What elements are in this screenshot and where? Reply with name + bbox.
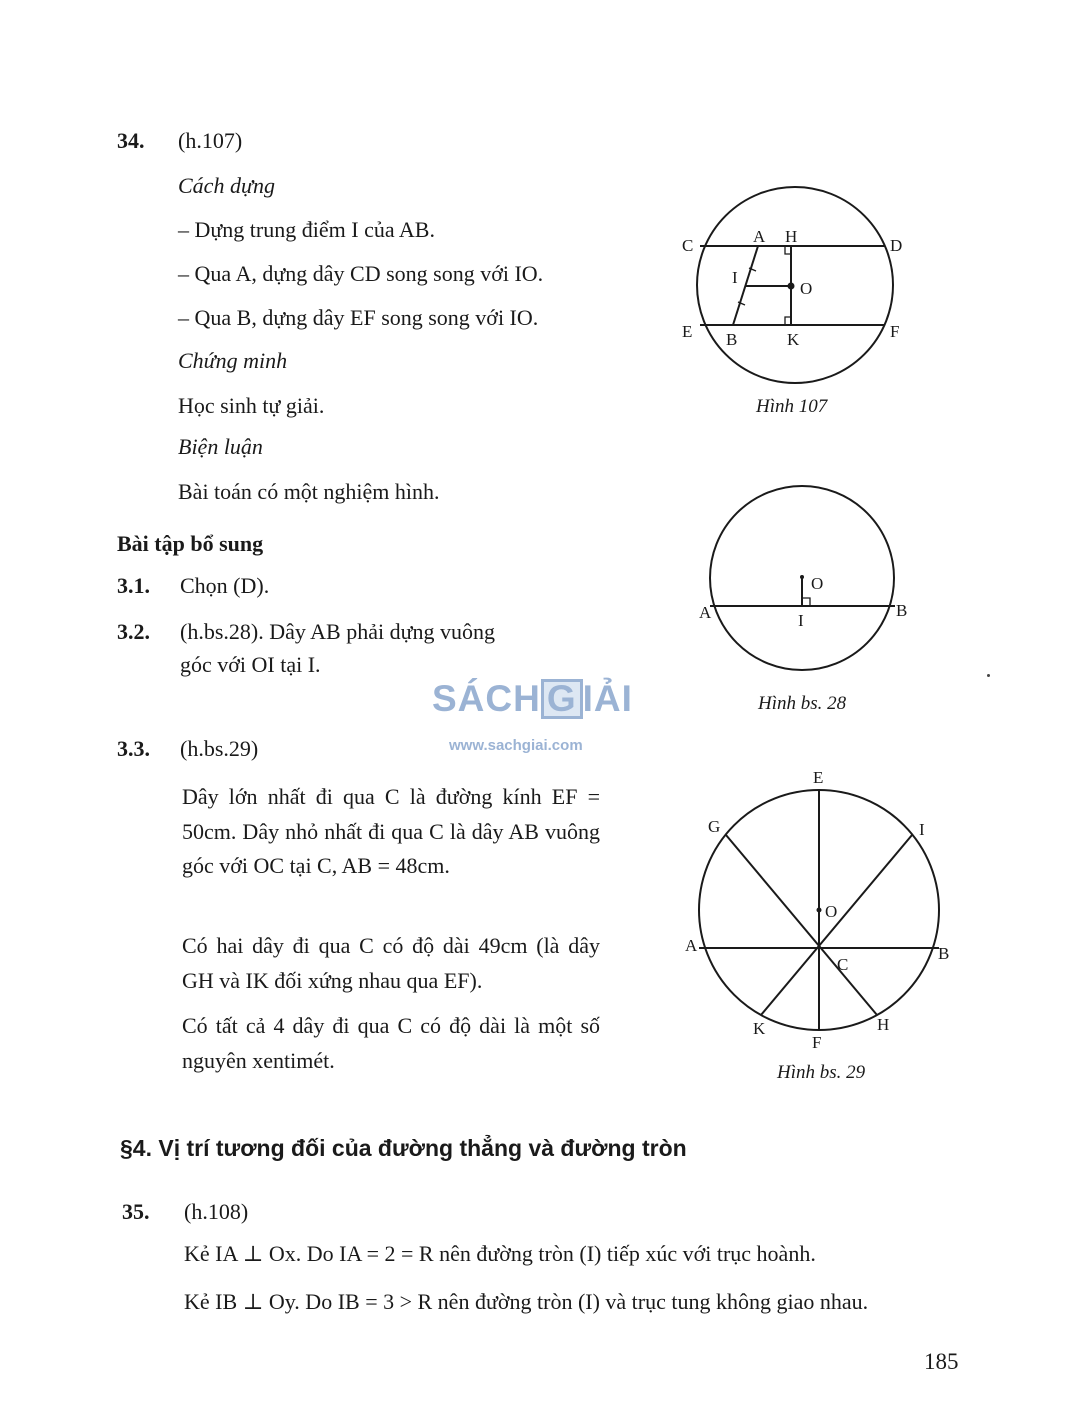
fig107-caption: Hình 107: [756, 396, 828, 417]
fig107-label-e: E: [682, 322, 693, 341]
fig28-point-o: [800, 575, 804, 579]
fig107-label-b: B: [726, 330, 738, 349]
exercise-3-3-figure-ref: (h.bs.29): [180, 736, 259, 761]
figure-bs-29: [680, 760, 960, 1060]
fig107-label-k: K: [787, 330, 800, 349]
watermark-url: www.sachgiai.com: [449, 737, 583, 754]
section-4-title: §4. Vị trí tương đối của đường thẳng và đường tròn: [120, 1135, 687, 1161]
construct-heading: Cách dựng: [178, 173, 275, 198]
fig107-label-o: O: [800, 279, 813, 298]
fig28-label-o: O: [811, 574, 824, 593]
exercise-3-1-number: 3.1.: [117, 573, 150, 598]
problem-35-line-1: Kẻ IA ⊥ Ox. Do IA = 2 = R nên đường tròn (I) tiếp xúc với trục hoành.: [184, 1241, 816, 1266]
fig29-label-g: G: [708, 817, 721, 836]
fig107-label-i: I: [732, 268, 738, 287]
fig107-label-f: F: [890, 322, 900, 341]
exercise-3-2-line-2: góc với OI tại I.: [180, 652, 321, 677]
fig28-label-a: A: [699, 603, 712, 622]
exercise-3-1-text: Chọn (D).: [180, 573, 270, 598]
supplement-heading: Bài tập bổ sung: [117, 531, 264, 556]
fig29-label-c: C: [837, 955, 849, 974]
fig29-label-o: O: [825, 902, 838, 921]
fig29-point-o: [817, 908, 822, 913]
problem-35-line-2: Kẻ IB ⊥ Oy. Do IB = 3 > R nên đường tròn (I) và trục tung không giao nhau.: [184, 1289, 869, 1314]
fig29-label-e: E: [813, 768, 824, 787]
fig28-label-b: B: [896, 601, 908, 620]
fig29-label-i: I: [919, 820, 925, 839]
stray-dot: [987, 674, 990, 677]
problem-34-figure-ref: (h.107): [178, 128, 243, 153]
exercise-3-3-number: 3.3.: [117, 736, 150, 761]
construct-step-1: – Dựng trung điểm I của AB.: [178, 217, 435, 242]
fig29-label-k: K: [753, 1019, 766, 1038]
fig29-label-h: H: [877, 1015, 890, 1034]
figure-bs-28: [690, 482, 930, 682]
fig107-label-h: H: [785, 227, 798, 246]
fig29-chord-ik: [761, 835, 912, 1015]
watermark-brand-g: G: [541, 679, 583, 719]
fig29-label-f: F: [812, 1033, 822, 1052]
exercise-3-2-number: 3.2.: [117, 619, 150, 644]
problem-34-number: 34.: [117, 128, 145, 153]
fig107-label-d: D: [890, 236, 903, 255]
exercise-3-3-paragraph-3: Có tất cả 4 dây đi qua C có độ dài là một số nguyên xentimét.: [182, 1013, 600, 1073]
construct-step-2: – Qua A, dựng dây CD song song với IO.: [178, 261, 544, 286]
problem-35-number: 35.: [122, 1199, 150, 1224]
problem-35-figure-ref: (h.108): [184, 1199, 249, 1224]
fig28-caption: Hình bs. 28: [758, 693, 847, 714]
fig107-label-c: C: [682, 236, 694, 255]
fig107-label-a: A: [753, 227, 766, 246]
page-number: 185: [924, 1349, 959, 1374]
watermark-logo: [432, 678, 633, 720]
figure-107: [670, 180, 930, 410]
fig28-right-angle: [802, 598, 810, 606]
fig29-caption: Hình bs. 29: [777, 1062, 866, 1083]
proof-text: Học sinh tự giải.: [178, 393, 325, 418]
fig29-chord-gh: [726, 835, 877, 1015]
fig29-label-a: A: [685, 936, 698, 955]
construct-step-3: – Qua B, dựng dây EF song song với IO.: [178, 305, 539, 330]
proof-heading: Chứng minh: [178, 348, 288, 373]
exercise-3-2-line-1: (h.bs.28). Dây AB phải dựng vuông: [180, 619, 496, 644]
fig28-label-i: I: [798, 611, 804, 630]
fig107-circle: [697, 187, 893, 383]
discussion-heading: Biện luận: [178, 434, 263, 459]
exercise-3-3-paragraph-1: Dây lớn nhất đi qua C là đường kính EF = 50cm. Dây nhỏ nhất đi qua C là dây AB vuông góc với OC tại C, AB = 48cm.: [182, 784, 600, 878]
exercise-3-3-paragraph-2: Có hai dây đi qua C có độ dài 49cm (là dây GH và IK đối xứng nhau qua EF).: [182, 933, 600, 993]
discussion-text: Bài toán có một nghiệm hình.: [178, 479, 440, 504]
watermark-brand-right: IẢI: [582, 678, 633, 719]
fig107-point-o: [788, 283, 795, 290]
watermark-brand-left: SÁCH: [432, 678, 541, 719]
fig29-label-b: B: [938, 944, 950, 963]
